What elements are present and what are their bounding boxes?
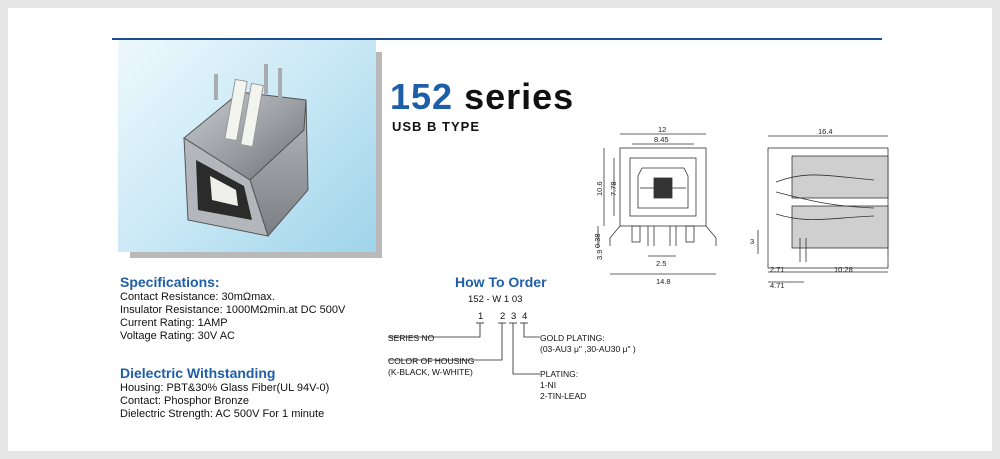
specifications-heading: Specifications: xyxy=(120,274,220,290)
dim-front-inner-height: 7.78 xyxy=(609,181,618,196)
dim-front-height: 10.6 xyxy=(595,181,604,196)
order-position-1: 1 xyxy=(478,311,484,322)
spec-line: Voltage Rating: 30V AC xyxy=(120,330,235,342)
gold-plating-label: GOLD PLATING: xyxy=(540,333,605,343)
dim-front-bottom: 14.8 xyxy=(656,277,671,286)
order-position-3: 3 xyxy=(511,311,517,322)
spec-line: Contact Resistance: 30mΩmax. xyxy=(120,291,275,303)
series-no-label: SERIES NO xyxy=(388,333,435,343)
plating-option-2: 2-TIN-LEAD xyxy=(540,391,587,401)
page-subtitle: USB B TYPE xyxy=(392,119,481,134)
front-view-drawing xyxy=(588,126,738,286)
page-title xyxy=(390,76,574,118)
series-number: 152 xyxy=(390,76,454,117)
color-label: COLOR OF HOUSING xyxy=(388,356,475,366)
dim-front-pin-b: 3.9 xyxy=(595,249,604,260)
how-to-order-heading: How To Order xyxy=(455,274,547,290)
dielectric-heading: Dielectric Withstanding xyxy=(120,365,276,381)
order-code: 152 - W 1 03 xyxy=(468,294,523,305)
dielectric-line: Contact: Phosphor Bronze xyxy=(120,395,250,407)
dielectric-line: Housing: PBT&30% Glass Fiber(UL 94V-0) xyxy=(120,382,330,394)
order-position-4: 4 xyxy=(522,311,528,322)
usb-b-connector-image xyxy=(118,40,376,252)
dielectric-line: Dielectric Strength: AC 500V For 1 minute xyxy=(120,408,325,420)
spec-line: Current Rating: 1AMP xyxy=(120,317,228,329)
dim-side-width: 16.4 xyxy=(818,127,833,136)
order-position-2: 2 xyxy=(500,311,506,322)
color-options: (K-BLACK, W-WHITE) xyxy=(388,367,473,377)
plating-label: PLATING: xyxy=(540,369,579,379)
side-view-drawing xyxy=(748,126,898,292)
gold-plating-options: (03-AU3 μ" ,30-AU30 μ" ) xyxy=(540,344,636,354)
product-photo xyxy=(118,40,376,252)
plating-option-1: 1-NI xyxy=(540,380,557,390)
dim-side-d1: 2.71 xyxy=(770,265,785,274)
dim-front-inner-width: 8.45 xyxy=(654,135,669,144)
dim-side-d2: 10.28 xyxy=(834,265,853,274)
dim-side-height: 3 xyxy=(750,237,755,246)
series-word: series xyxy=(464,76,575,117)
dim-front-width: 12 xyxy=(658,126,667,134)
dim-side-d3: 4.71 xyxy=(770,281,785,290)
dim-front-pitch: 2.5 xyxy=(656,259,667,268)
spec-line: Insulator Resistance: 1000MΩmin.at DC 500V xyxy=(120,304,346,316)
order-leader-lines xyxy=(380,300,540,400)
dim-front-pin-a: 0.38 xyxy=(593,233,602,248)
